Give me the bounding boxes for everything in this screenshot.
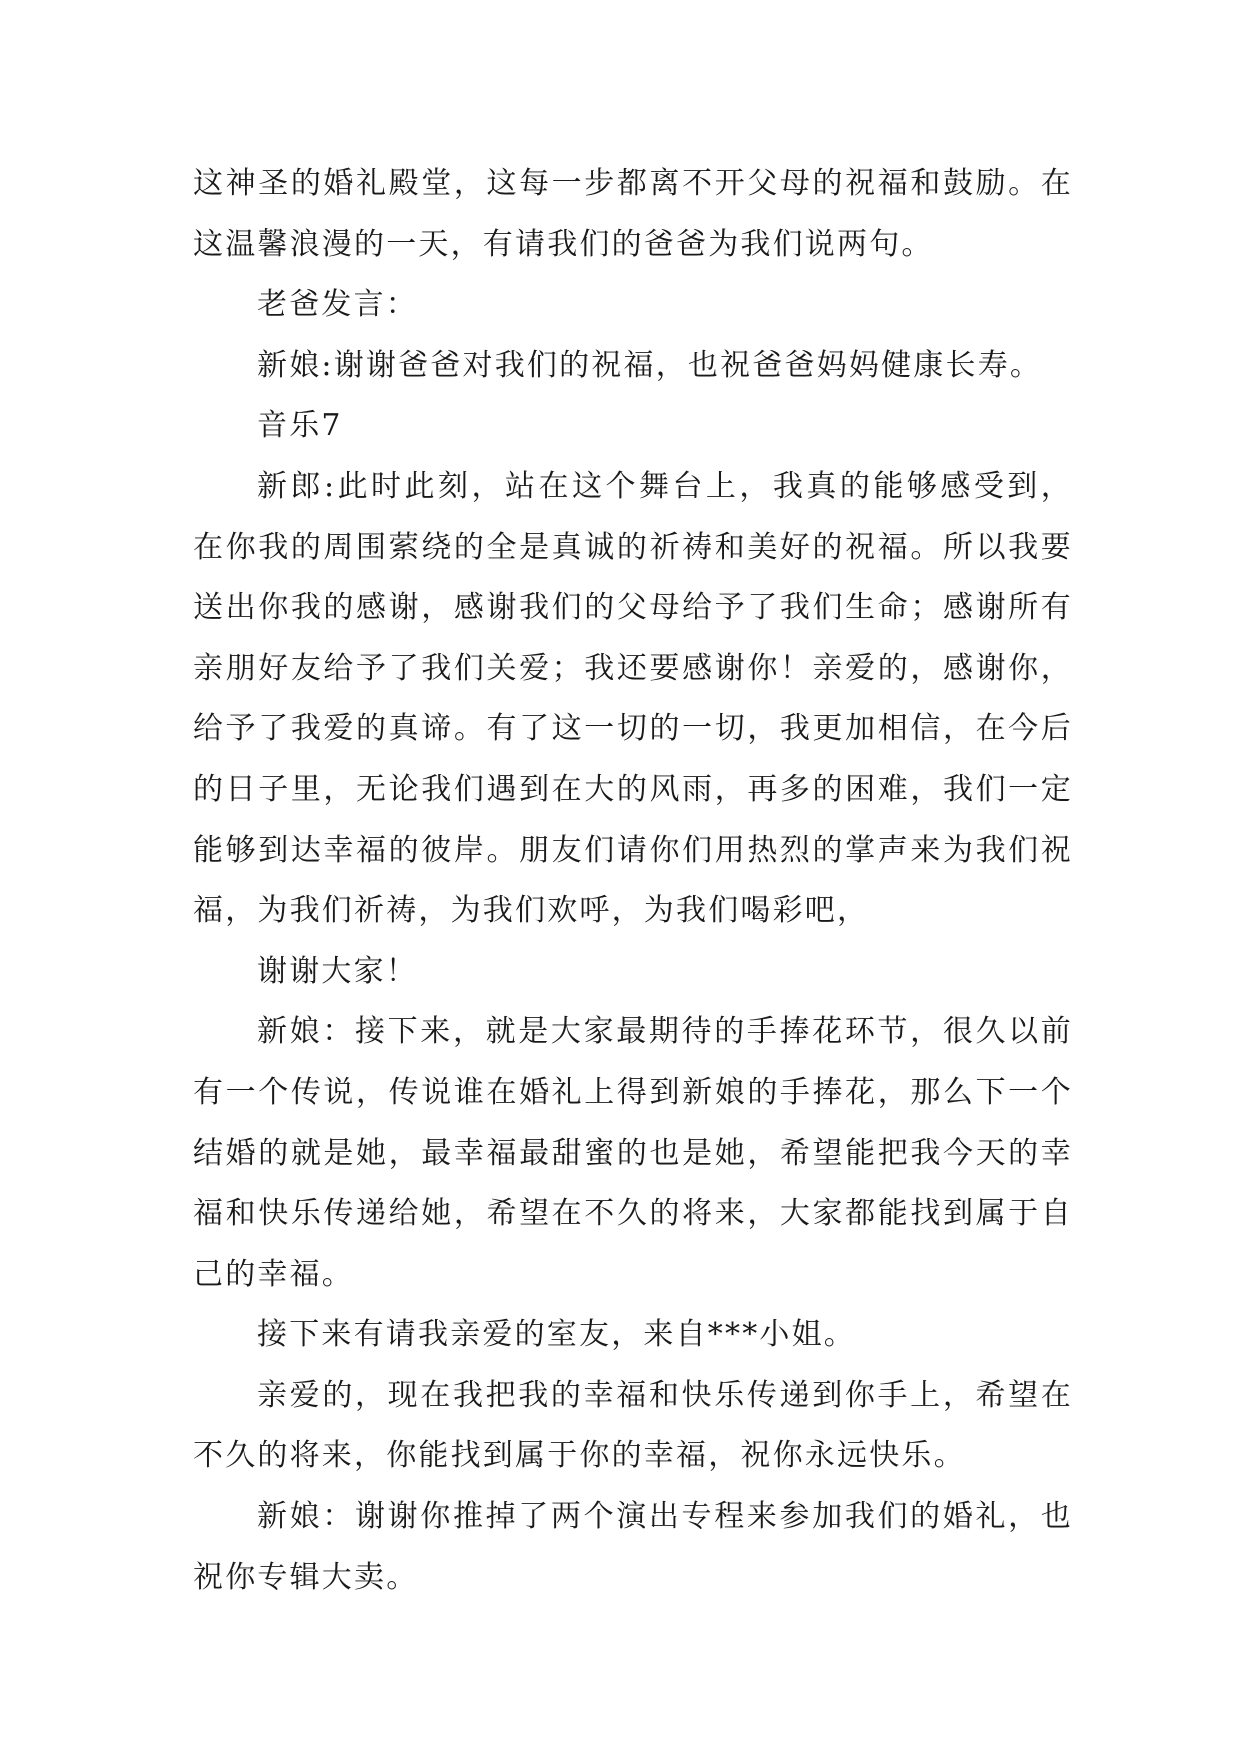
- paragraph-bouquet-toss: 新娘：接下来，就是大家最期待的手捧花环节，很久以前有一个传说，传说谁在婚礼上得到新娘的手捧花，那么下一个结婚的就是她，最幸福最甜蜜的也是她，希望能把我今天的幸福和快乐传递给她，希望在不久的将来，大家都能找到属于自己的幸福。: [193, 1014, 1073, 1292]
- paragraph-bouquet-blessing: 亲爱的，现在我把我的幸福和快乐传递到你手上，希望在不久的将来，你能找到属于你的幸福，祝你永远快乐。: [193, 1377, 1073, 1474]
- document-body: [193, 154, 1073, 1608]
- paragraph-intro: 这神圣的婚礼殿堂，这每一步都离不开父母的祝福和鼓励。在这温馨浪漫的一天，有请我们的爸爸为我们说两句。: [193, 166, 1073, 262]
- paragraph-invite-roommate: 接下来有请我亲爱的室友，来自***小姐。: [257, 1317, 856, 1353]
- paragraph-groom-speech: 新郎:此时此刻，站在这个舞台上，我真的能够感受到，在你我的周围萦绕的全是真诚的祈祷和美好的祝福。所以我要送出你我的感谢，感谢我们的父母给予了我们生命；感谢所有亲朋好友给予了我们关爱；我还要感谢你！亲爱的，感谢你，给予了我爱的真谛。有了这一切的一切，我更加相信，在今后的日子里，无论我们遇到在大的风雨，再多的困难，我们一定能够到达幸福的彼岸。朋友们请你们用热烈的掌声来为我们祝福，为我们祈祷，为我们欢呼，为我们喝彩吧，: [193, 468, 1073, 929]
- paragraph-music-cue: 音乐7: [257, 408, 343, 444]
- paragraph-bride-thanks-friend: 新娘：谢谢你推掉了两个演出专程来参加我们的婚礼，也祝你专辑大卖。: [193, 1499, 1073, 1595]
- paragraph-father-speech-heading: 老爸发言：: [257, 287, 418, 323]
- paragraph-bride-thanks-father: 新娘:谢谢爸爸对我们的祝福，也祝爸爸妈妈健康长寿。: [257, 347, 1043, 383]
- paragraph-thanks-everyone: 谢谢大家！: [257, 953, 418, 989]
